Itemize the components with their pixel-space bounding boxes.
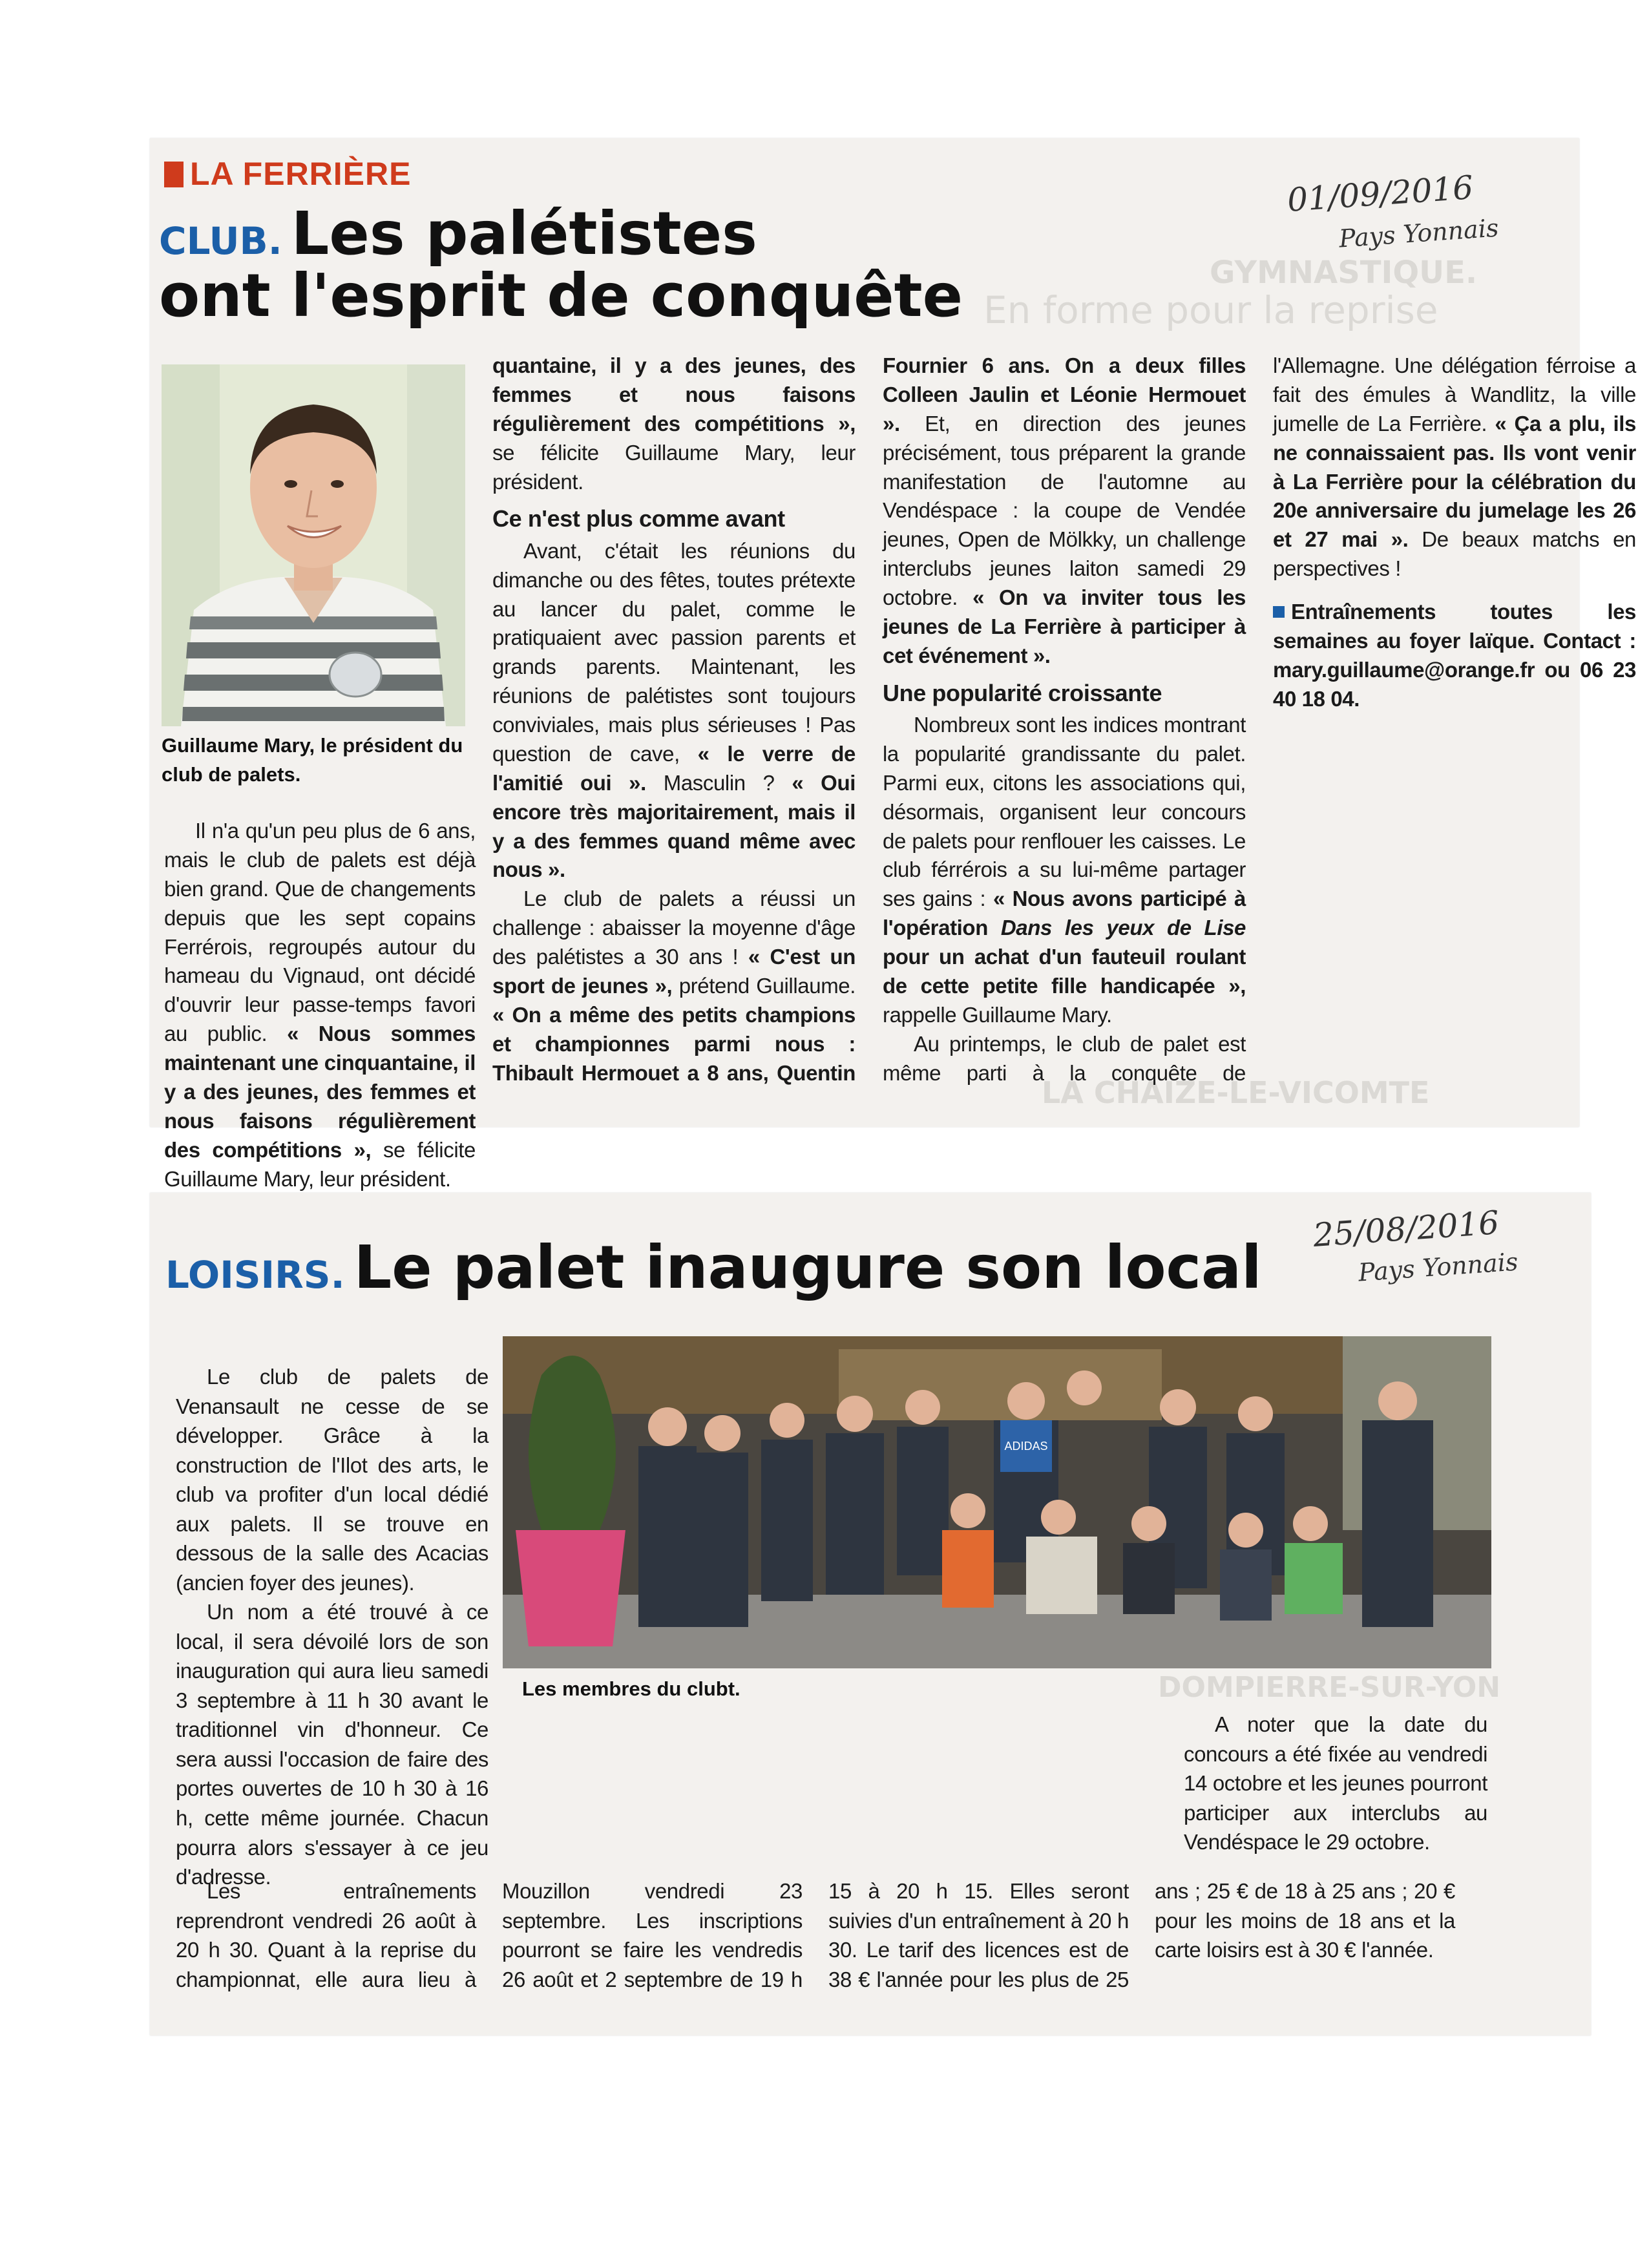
info-text: Entraînements toutes les semaines au foyer laïque. Contact : mary.guillaume@orange.fr ou 06 23 40 18 04.: [1273, 600, 1636, 711]
para-2-quote-2: « On a même des petits champions et championnes parmi nous : Thibault Hermouet a 8 ans, Quentin Fournier 6 ans. On a deux filles Colleen Jaulin et Léonie Hermouet ».: [492, 353, 1246, 1085]
para-3-quote: « On va inviter tous les jeunes de La Ferrière à participer à cet événement ».: [883, 585, 1246, 667]
group-photo: [503, 1336, 1491, 1668]
info-box: [1273, 598, 1636, 714]
para-5: Au printemps, le club de palet est même parti à la conquête de l'Allemagne. Une délégation férroise a fait des émules à Wandlitz, la ville jumelle de La Ferrière.: [883, 353, 1636, 1085]
section-label: CLUB.: [159, 219, 282, 263]
para-4: Nombreux sont les indices montrant la popularité grandissante du palet. Parmi eux, citons les associations qui, désormais, organisent leur concours de palets pour renflouer les caisses. Le club férrérois a su lui-même partager ses gains :: [883, 713, 1246, 911]
group-photo-illustration: [503, 1336, 1491, 1668]
bleed-through-heading: GYMNASTIQUE.: [1210, 255, 1478, 291]
bleed-through-subheading: En forme pour la reprise: [983, 288, 1438, 332]
section-label-2: LOISIRS.: [165, 1253, 345, 1297]
article-headline-2: [165, 1233, 1262, 1302]
para-5-quote: « Ça a plu, ils ne connaissaient pas. Ils vont venir à La Ferrière pour la célébration du 20e anniversaire du jumelage les 26 et 27 mai ».: [1273, 411, 1636, 552]
headline-text-2: Le palet inaugure son local: [353, 1233, 1262, 1302]
blue-square-icon: [1273, 606, 1285, 618]
article-headline: [159, 199, 963, 330]
portrait-illustration: [162, 364, 465, 726]
para-4-end: rappelle Guillaume Mary.: [883, 1002, 1112, 1027]
shirt-text: ADIDAS: [1004, 1440, 1048, 1453]
intro-end: se félicite Guillaume Mary, leur président.: [164, 1137, 476, 1191]
para-5-end: De beaux matchs en perspectives !: [1273, 527, 1636, 581]
para-3: Et, en direction des jeunes précisément, tous préparent la grande manifestation de l'automne au Vendéspace : la coupe de Vendée jeunes, Open de Mölkky, un challenge interclubs jeunes laiton samedi 29 octobre.: [883, 411, 1246, 609]
handwritten-date-2: 25/08/2016: [1312, 1204, 1500, 1254]
headline-line-2: ont l'esprit de conquête: [159, 260, 963, 330]
red-square-icon: [164, 162, 184, 187]
para-2: Le club de palets a réussi un challenge : abaisser la moyenne d'âge des palétistes a 30 ans !: [492, 887, 856, 969]
handwritten-date: 01/09/2016: [1286, 169, 1475, 219]
para-4-quote-b: pour un achat d'un fauteuil roulant de cette petite fille handicapée »,: [883, 945, 1246, 998]
para-2-end: prétend Guillaume.: [678, 973, 856, 998]
para-4-quote-a: « Nous avons participé à l'opération: [883, 887, 1246, 940]
president-photo: [162, 364, 465, 726]
article-2-column-4: [1184, 1710, 1487, 1857]
subhead-ce-nest-plus: Ce n'est plus comme avant: [492, 505, 785, 532]
article-2-para-1: Le club de palets de Venansault ne cesse de se développer. Grâce à la construction de l'Ilot des arts, le club va profiter d'un local dédié aux palets. Il se trouve en dessous de la salle des Acacias (ancien foyer des jeunes).: [176, 1365, 488, 1595]
article-2-para-4: A noter que la date du concours a été fixée au vendredi 14 octobre et les jeunes pourront participer aux interclubs au Vendéspace le 29 octobre.: [1184, 1712, 1487, 1854]
article-column-1: [164, 817, 476, 1193]
para-4-quote-italic: Dans les yeux de Lise: [1000, 916, 1246, 940]
handwritten-source-2: Pays Yonnais: [1357, 1247, 1519, 1287]
article-clipping-la-ferriere: [150, 138, 1636, 1191]
article-2-body-columns: [176, 1876, 1455, 2019]
intro-quote-continued: quantaine, il y a des jeunes, des femmes et nous faisons régulièrement des compétitions »,: [492, 353, 856, 436]
article-clipping-venansault: [150, 1193, 1591, 2035]
subhead-popularite: Une popularité croissante: [883, 679, 1162, 706]
para-1: Avant, c'était les réunions du dimanche ou des fêtes, toutes prétexte au lancer du palet, comme le pratiquaient avec passion parents et grands parents. Maintenant, les réunions de palétistes sont toujours conviviales, mais plus sérieuses ! Pas question de cave,: [492, 538, 856, 766]
article-2-body-flow: [176, 1858, 1481, 1859]
bleed-through-heading-2: DOMPIERRE-SUR-YON: [1158, 1671, 1501, 1704]
article-kicker: LA FERRIÈRE: [164, 155, 412, 193]
intro-text: Il n'a qu'un peu plus de 6 ans, mais le club de palets est déjà bien grand. Que de changements depuis que les sept copains Ferrérois, regroupés autour du hameau du Vignaud, ont décidé d'ouvrir leur passe-temps favori au public.: [164, 819, 476, 1046]
para-1-mid: Masculin ?: [663, 770, 775, 795]
photo-caption: Guillaume Mary, le président du club de palets.: [162, 734, 463, 786]
para-2-quote: « C'est un sport de jeunes »,: [492, 945, 856, 998]
headline-line-1: Les palétistes: [291, 199, 757, 268]
article-body-flow: quantaine, il y a des jeunes, des femmes et nous faisons régulièrement des compétitions », se félicite Guillaume Mary, leur président. Ce n'est plus comme avant Avant, c'était les réunions du dimanche ou des fêtes, toutes prétexte au lancer du palet, comme le pratiquaient avec passion parents et grands parents. Maintenant, les réunions de palétistes sont toujours conviviales, mais plus sérieuses ! Pas question de cave, « le verre de l'amitié oui ». Masculin ? « Oui encore très majoritairement, mais il y a des femmes quand même avec nous ». Le club de palets a réussi un challenge : abaisser la moyenne d'âge des palétistes a 30 ans ! « C'est un sport de jeunes », prétend Guillaume. « On a même des petits champions et championnes parmi nous : Thibault Hermouet a 8 ans, Quentin Fournier 6 ans. On a deux filles Colleen Jaulin et Léonie Hermouet ». Et, en direction des jeunes précisément, tous préparent la grande manifestation de l'automne au Vendéspace : la coupe de Vendée jeunes, Open de Mölkky, un challenge interclubs jeunes laiton samedi 29 octobre. « On va inviter tous les jeunes de La Ferrière à participer à cet événement ». Une popularité croissante Nombreux sont les indices montrant la popularité grandissante du palet. Parmi eux, citons les associations qui, désormais, organisent leur concours de palets pour renflouer les caisses. Le club férrérois a su lui-même partager ses gains : « Nous avons participé à l'opération Dans les yeux de Lise pour un achat d'un fauteuil roulant de cette petite fille handicapée », rappelle Guillaume Mary. Au printemps, le club de palet est même parti à la conquête de l'Allemagne. Une délégation férroise a fait des émules à Wandlitz, la ville jumelle de La Ferrière. « Ça a plu, ils ne connaissaient pas. Ils vont venir à La Ferrière pour la célébration du 20e anniversaire du jumelage les 26 et 27 mai ». De beaux matchs en perspectives ! Entraînements toutes les semaines au foyer laïque. Contact : mary.guillaume@orange.fr ou 06 23 40 18 04.: [492, 353, 1636, 1085]
article-2-column-1: [176, 1362, 488, 1892]
article-2-para-3: Les entraînements reprendront vendredi 26 août à 20 h 30. Quant à la reprise du championnat, elle aura lieu à Mouzillon vendredi 23 septembre. Les inscriptions pourront se faire les vendredis 26 août et 2 septembre de 19 h 15 à 20 h 15. Elles seront suivies d'un entraînement à 20 h 30. Le tarif des licences est de 38 € l'année pour les plus de 25 ans ; 25 € de 18 à 25 ans ; 20 € pour les moins de 18 ans et la carte loisirs est à 30 € l'année.: [176, 1879, 1455, 1991]
handwritten-source: Pays Yonnais: [1338, 213, 1500, 253]
group-photo-caption: Les membres du clubt.: [522, 1677, 740, 1700]
article-2-para-2: Un nom a été trouvé à ce local, il sera dévoilé lors de son inauguration qui aura lieu samedi 3 septembre à 11 h 30 avant le traditionnel vin d'honneur. Ce sera aussi l'occasion de faire des portes ouvertes de 10 h 30 à 16 h, cette même journée. Chacun pourra alors s'essayer à ce jeu d'adresse.: [176, 1600, 488, 1889]
bleed-through-footer-heading: LA CHAIZE-LE-VICOMTE: [1042, 1075, 1430, 1110]
para-1-quote-2: « Oui encore très majoritairement, mais il y a des femmes quand même avec nous ».: [492, 770, 856, 882]
para-1-quote: « le verre de l'amitié oui ».: [492, 741, 856, 795]
intro-quote: « Nous sommes maintenant une cinquantaine, il y a des jeunes, des femmes et nous faisons régulièrement des compétitions »,: [164, 1022, 476, 1162]
